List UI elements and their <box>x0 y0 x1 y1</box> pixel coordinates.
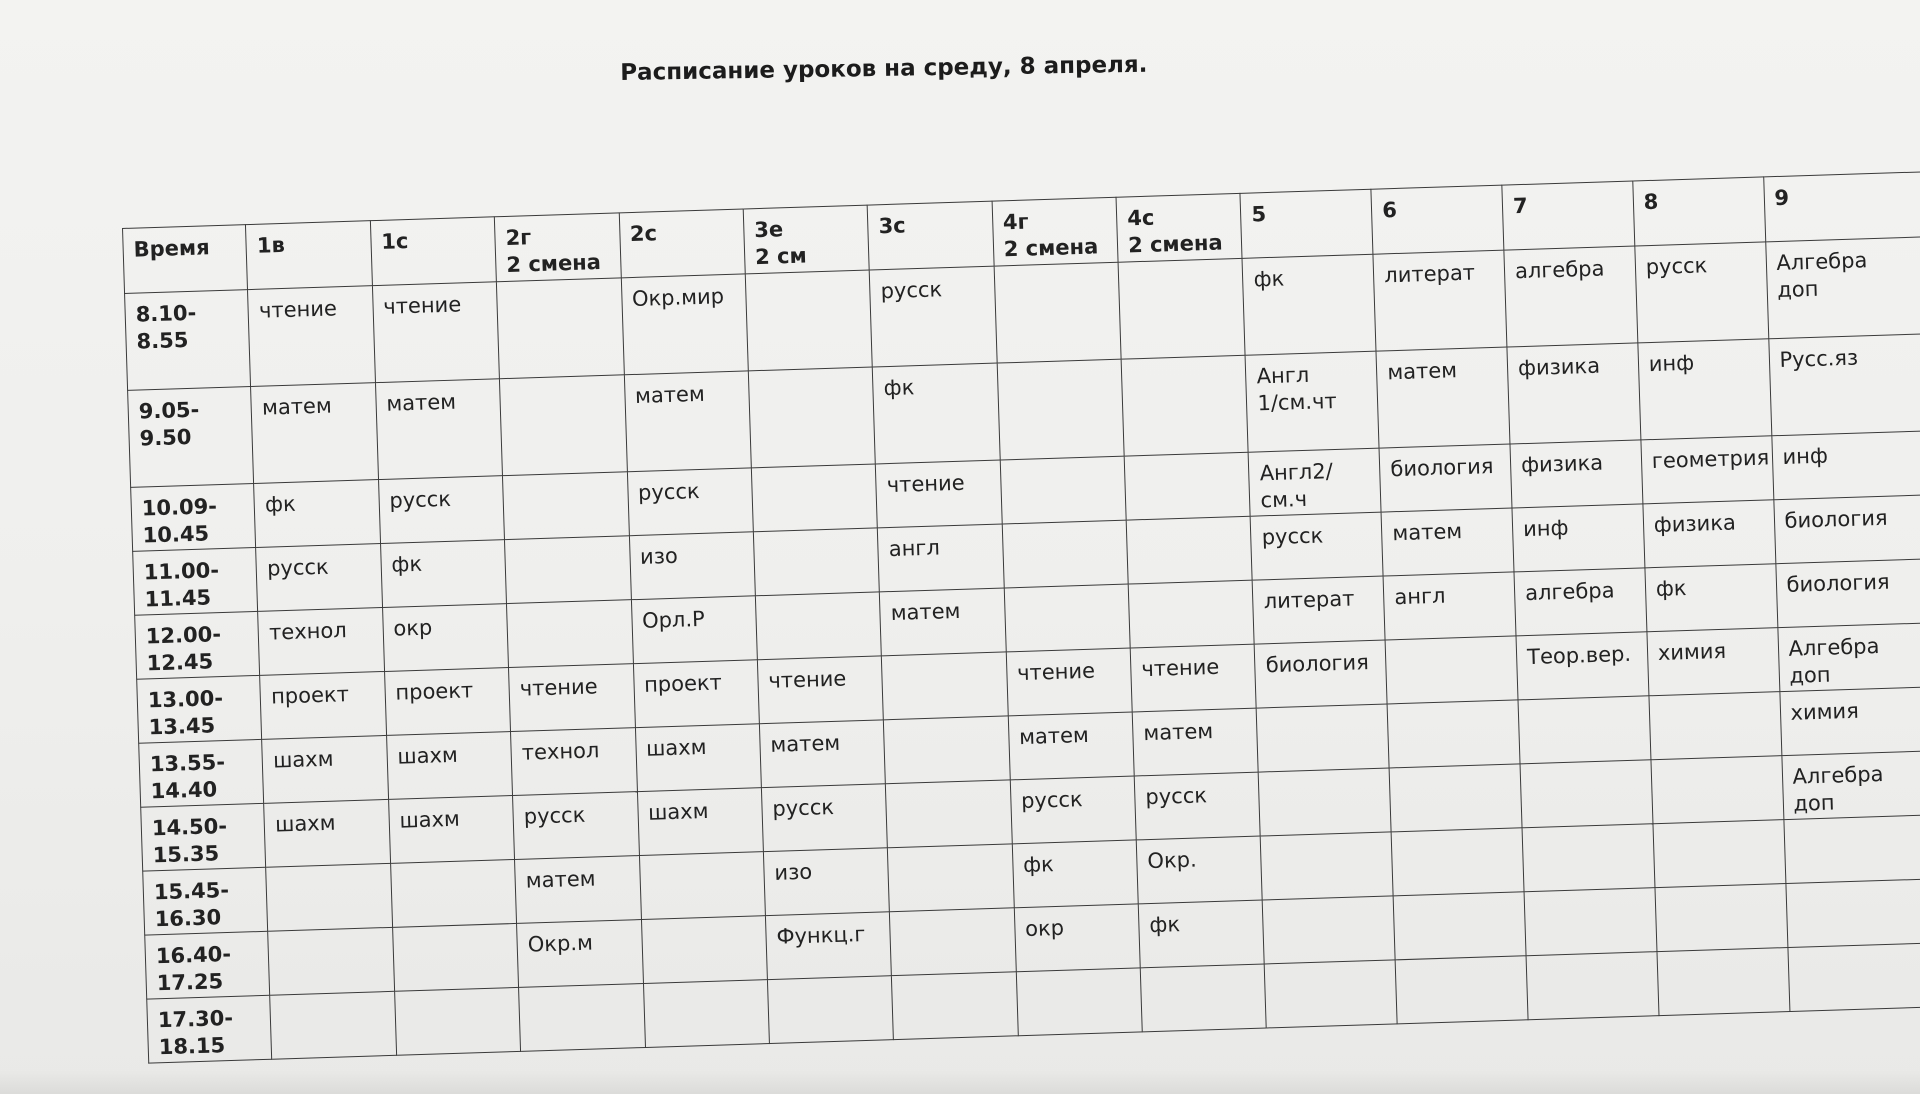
lesson-cell <box>1016 968 1142 1036</box>
lesson-cell <box>1785 879 1920 948</box>
lesson-cell: биология <box>1379 444 1512 512</box>
lesson-cell: русск <box>513 792 639 860</box>
lesson-cell: чтение <box>372 282 499 383</box>
lesson-cell <box>394 987 520 1055</box>
lesson-cell <box>892 972 1018 1040</box>
lesson-cell: русск <box>1635 242 1769 343</box>
lesson-cell <box>886 780 1012 848</box>
lesson-cell <box>1653 820 1786 888</box>
lesson-cell: русск <box>1251 512 1384 580</box>
lesson-cell: шахм <box>262 735 388 803</box>
lesson-cell <box>1126 516 1252 584</box>
lesson-cell: инф <box>1638 339 1772 440</box>
lesson-cell: инф <box>1771 431 1920 500</box>
lesson-cell <box>1518 696 1651 764</box>
column-header-class: 4с 2 смена <box>1116 193 1242 262</box>
lesson-cell <box>519 984 645 1052</box>
lesson-cell <box>1124 452 1250 520</box>
lesson-cell: Англ2/см.ч <box>1249 448 1382 516</box>
lesson-cell <box>753 528 879 596</box>
column-header-class: 5 <box>1240 189 1373 258</box>
column-header-class: 2г 2 смена <box>494 213 620 282</box>
lesson-cell <box>496 278 623 379</box>
lesson-cell: чтение <box>248 286 375 387</box>
lesson-cell <box>1118 258 1245 359</box>
column-header-class: 3с <box>867 201 993 270</box>
column-header-class: 9 <box>1763 172 1920 242</box>
lesson-cell <box>643 980 769 1048</box>
lesson-cell: химия <box>1779 687 1920 756</box>
lesson-cell <box>1395 956 1528 1024</box>
lesson-cell: матем <box>759 720 885 788</box>
column-header-class: 6 <box>1371 185 1504 254</box>
lesson-cell: биология <box>1255 640 1388 708</box>
lesson-cell: матем <box>251 383 378 484</box>
lesson-cell <box>997 359 1124 460</box>
lesson-cell: Орл.Р <box>631 596 757 664</box>
lesson-cell: шахм <box>388 796 514 864</box>
lesson-cell <box>1522 824 1655 892</box>
lesson-cell: фк <box>1012 840 1138 908</box>
lesson-cell <box>1140 964 1266 1032</box>
lesson-cell <box>1385 636 1518 704</box>
lesson-cell: англ <box>878 524 1004 592</box>
lesson-cell <box>268 927 394 995</box>
lesson-cell: англ <box>1383 572 1516 640</box>
lesson-cell: проект <box>260 671 386 739</box>
time-slot: 15.45- 16.30 <box>143 867 268 935</box>
lesson-cell <box>1391 828 1524 896</box>
lesson-cell: Окр. <box>1136 836 1262 904</box>
lesson-cell <box>1651 756 1784 824</box>
lesson-cell: шахм <box>386 732 512 800</box>
time-slot: 10.09- 10.45 <box>131 483 256 551</box>
lesson-cell <box>1389 764 1522 832</box>
lesson-cell: биология <box>1775 559 1920 628</box>
schedule-table-wrapper <box>122 171 1920 1063</box>
lesson-cell: проект <box>384 668 510 736</box>
lesson-cell <box>755 592 881 660</box>
lesson-cell <box>1526 952 1659 1020</box>
lesson-cell <box>390 859 516 927</box>
lesson-cell: алгебра <box>1514 568 1647 636</box>
lesson-cell <box>767 976 893 1044</box>
lesson-cell <box>884 716 1010 784</box>
lesson-cell <box>1128 580 1254 648</box>
lesson-cell: изо <box>763 848 889 916</box>
lesson-cell <box>1657 948 1790 1016</box>
lesson-cell: Англ 1/см.чт <box>1246 351 1380 452</box>
column-header-class: 1с <box>370 217 496 286</box>
lesson-cell: фк <box>1645 564 1778 632</box>
lesson-cell: физика <box>1507 343 1641 444</box>
lesson-cell: проект <box>633 660 759 728</box>
lesson-cell: Функц.г <box>765 912 891 980</box>
lesson-cell <box>1787 943 1920 1012</box>
lesson-cell <box>1002 520 1128 588</box>
lesson-cell: русск <box>627 468 753 536</box>
lesson-cell: технол <box>511 728 637 796</box>
time-slot: 13.00- 13.45 <box>137 675 262 743</box>
lesson-cell <box>1261 832 1394 900</box>
lesson-cell: матем <box>1376 347 1510 448</box>
lesson-cell: физика <box>1643 500 1776 568</box>
lesson-cell <box>1520 760 1653 828</box>
lesson-cell <box>503 472 629 540</box>
lesson-cell: русск <box>761 784 887 852</box>
lesson-cell <box>1265 960 1398 1028</box>
lesson-cell: изо <box>629 532 755 600</box>
lesson-cell: русск <box>378 476 504 544</box>
lesson-cell <box>1121 355 1248 456</box>
lesson-cell: окр <box>382 604 508 672</box>
lesson-cell: физика <box>1510 440 1643 508</box>
lesson-cell: фк <box>873 363 1000 464</box>
column-header-class: 2с <box>619 209 745 278</box>
lesson-cell: Алгебра доп <box>1765 237 1920 339</box>
lesson-cell <box>994 262 1121 363</box>
lesson-cell: Окр.м <box>517 920 643 988</box>
lesson-cell <box>1259 768 1392 836</box>
lesson-cell <box>1000 456 1126 524</box>
time-slot: 12.00- 12.45 <box>135 611 260 679</box>
lesson-cell <box>1257 704 1390 772</box>
lesson-cell <box>266 863 392 931</box>
lesson-cell <box>270 991 396 1059</box>
paper-shadow <box>0 1070 1920 1094</box>
lesson-cell: русск <box>1134 772 1260 840</box>
lesson-cell: шахм <box>637 788 763 856</box>
lesson-cell <box>888 844 1014 912</box>
time-slot: 14.50- 15.35 <box>141 803 266 871</box>
lesson-cell <box>1649 692 1782 760</box>
lesson-cell: литерат <box>1253 576 1386 644</box>
time-slot: 11.00- 11.45 <box>133 547 258 615</box>
lesson-cell: русск <box>256 544 382 612</box>
lesson-cell: Алгебра доп <box>1777 623 1920 692</box>
lesson-cell: матем <box>880 588 1006 656</box>
lesson-cell <box>1004 584 1130 652</box>
lesson-cell: литерат <box>1373 250 1507 351</box>
lesson-cell: фк <box>380 540 506 608</box>
lesson-cell: фк <box>254 480 380 548</box>
lesson-cell: Теор.вер. <box>1516 632 1649 700</box>
lesson-cell <box>890 908 1016 976</box>
lesson-cell: матем <box>624 371 751 472</box>
column-header-class: 7 <box>1502 181 1635 250</box>
lesson-cell: матем <box>1132 708 1258 776</box>
lesson-cell: шахм <box>635 724 761 792</box>
lesson-cell: шахм <box>264 799 390 867</box>
lesson-cell: чтение <box>1006 648 1132 716</box>
column-header-class: 4г 2 смена <box>992 197 1118 266</box>
lesson-cell: фк <box>1138 900 1264 968</box>
lesson-cell: матем <box>375 379 502 480</box>
lesson-cell: русск <box>1010 776 1136 844</box>
lesson-cell: химия <box>1647 628 1780 696</box>
time-slot: 8.10- 8.55 <box>125 290 251 391</box>
lesson-cell <box>1655 884 1788 952</box>
lesson-cell <box>639 852 765 920</box>
time-slot: 17.30- 18.15 <box>147 995 272 1063</box>
lesson-cell: чтение <box>876 460 1002 528</box>
column-header-class: 1в <box>246 221 372 290</box>
table-body <box>125 237 1920 1063</box>
page-title: Расписание уроков на среду, 8 апреля. <box>620 51 1148 86</box>
lesson-cell: матем <box>1008 712 1134 780</box>
schedule-table <box>122 171 1920 1063</box>
lesson-cell: чтение <box>757 656 883 724</box>
lesson-cell: биология <box>1773 495 1920 564</box>
column-header-class: 8 <box>1633 177 1766 246</box>
lesson-cell: фк <box>1242 254 1376 355</box>
lesson-cell: чтение <box>1130 644 1256 712</box>
lesson-cell: матем <box>515 856 641 924</box>
lesson-cell <box>748 367 875 468</box>
lesson-cell: чтение <box>509 664 635 732</box>
lesson-cell <box>882 652 1008 720</box>
lesson-cell <box>505 536 631 604</box>
lesson-cell <box>392 923 518 991</box>
lesson-cell <box>507 600 633 668</box>
column-header-time: Время <box>123 225 248 294</box>
lesson-cell <box>500 375 627 476</box>
lesson-cell <box>745 270 872 371</box>
column-header-class: 3е 2 см <box>743 205 869 274</box>
lesson-cell <box>1783 815 1920 884</box>
lesson-cell: матем <box>1381 508 1514 576</box>
lesson-cell: геометрия <box>1641 436 1774 504</box>
lesson-cell <box>1263 896 1396 964</box>
lesson-cell <box>1393 892 1526 960</box>
lesson-cell: Алгебра доп <box>1781 751 1920 820</box>
lesson-cell: окр <box>1014 904 1140 972</box>
lesson-cell <box>1387 700 1520 768</box>
time-slot: 9.05- 9.50 <box>128 387 254 488</box>
lesson-cell: технол <box>258 608 384 676</box>
lesson-cell: инф <box>1512 504 1645 572</box>
lesson-cell <box>751 464 877 532</box>
time-slot: 13.55- 14.40 <box>139 739 264 807</box>
lesson-cell: алгебра <box>1504 246 1638 347</box>
time-slot: 16.40- 17.25 <box>145 931 270 999</box>
lesson-cell: русск <box>869 266 996 367</box>
lesson-cell: Окр.мир <box>621 274 748 375</box>
lesson-cell <box>641 916 767 984</box>
lesson-cell: Русс.яз <box>1768 334 1920 436</box>
lesson-cell <box>1524 888 1657 956</box>
